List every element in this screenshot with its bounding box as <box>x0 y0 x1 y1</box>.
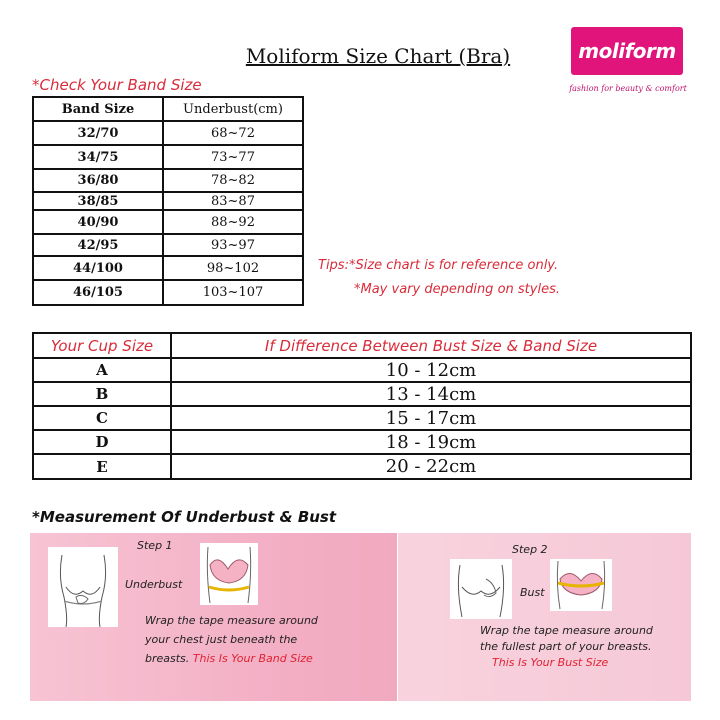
table-row <box>33 280 303 305</box>
measurement-heading: *Measurement Of Underbust & Bust <box>32 508 337 526</box>
table-row <box>33 192 303 210</box>
underbust-label: Underbust <box>125 578 183 591</box>
underbust-cell: 98~102 <box>163 256 303 280</box>
table-row <box>33 169 303 192</box>
step-2-description <box>480 623 690 671</box>
page-title: Moliform Size Chart (Bra) <box>245 44 511 68</box>
table-row <box>33 333 691 358</box>
table-row <box>33 256 303 280</box>
difference-header: If Difference Between Bust Size & Band Size <box>171 333 691 358</box>
step-1-description <box>145 611 395 668</box>
step-1-desc-line: Wrap the tape measure around <box>145 614 318 627</box>
band-size-cell: 44/100 <box>33 256 163 280</box>
cup-letter-cell: E <box>33 454 171 479</box>
band-size-cell: 40/90 <box>33 210 163 234</box>
difference-cell: 13 - 14cm <box>171 382 691 406</box>
cup-letter-cell: B <box>33 382 171 406</box>
bust-body-illustration <box>450 559 512 619</box>
table-row <box>33 145 303 169</box>
brand-logo: moliform <box>571 27 683 75</box>
step-1-desc-line <box>145 649 395 668</box>
band-size-cell: 46/105 <box>33 280 163 305</box>
band-size-cell: 36/80 <box>33 169 163 192</box>
step-2-panel <box>398 533 691 701</box>
band-size-highlight: This Is Your Band Size <box>192 652 313 665</box>
table-row <box>33 234 303 256</box>
band-size-cell: 32/70 <box>33 121 163 145</box>
underbust-cell: 68~72 <box>163 121 303 145</box>
band-size-cell: 34/75 <box>33 145 163 169</box>
step-2-desc-line: Wrap the tape measure around <box>480 624 653 637</box>
table-row <box>33 121 303 145</box>
band-size-header: Band Size <box>33 97 163 121</box>
table-row <box>33 430 691 454</box>
brand-tagline: fashion for beauty & comfort <box>569 84 687 93</box>
underbust-cell: 88~92 <box>163 210 303 234</box>
difference-cell: 15 - 17cm <box>171 406 691 430</box>
band-size-table <box>32 96 304 306</box>
underbust-header: Underbust(cm) <box>163 97 303 121</box>
band-size-cell: 42/95 <box>33 234 163 256</box>
underbust-bra-illustration <box>200 543 258 605</box>
difference-cell: 18 - 19cm <box>171 430 691 454</box>
band-size-heading: *Check Your Band Size <box>32 76 202 94</box>
underbust-cell: 73~77 <box>163 145 303 169</box>
step-2-label: Step 2 <box>512 543 548 556</box>
tips-line-1: Tips:*Size chart is for reference only. <box>318 258 559 273</box>
difference-cell: 20 - 22cm <box>171 454 691 479</box>
band-size-cell: 38/85 <box>33 192 163 210</box>
step-1-desc-text: breasts. <box>145 652 190 665</box>
underbust-cell: 93~97 <box>163 234 303 256</box>
tips-line-2: *May vary depending on styles. <box>354 282 560 297</box>
step-1-desc-line: your chest just beneath the <box>145 633 298 646</box>
bust-label: Bust <box>520 586 545 599</box>
step-2-desc-line: the fullest part of your breasts. <box>480 640 652 653</box>
underbust-body-illustration <box>48 547 118 627</box>
step-1-label: Step 1 <box>137 539 173 552</box>
table-row <box>33 454 691 479</box>
table-row <box>33 97 303 121</box>
table-row <box>33 358 691 382</box>
table-row <box>33 406 691 430</box>
cup-letter-cell: C <box>33 406 171 430</box>
cup-size-table <box>32 332 692 480</box>
table-row <box>33 382 691 406</box>
step-1-panel <box>30 533 397 701</box>
cup-letter-cell: A <box>33 358 171 382</box>
bust-bra-illustration <box>550 559 612 611</box>
difference-cell: 10 - 12cm <box>171 358 691 382</box>
cup-size-header: Your Cup Size <box>33 333 171 358</box>
underbust-cell: 78~82 <box>163 169 303 192</box>
bust-size-highlight: This Is Your Bust Size <box>492 656 609 669</box>
underbust-cell: 103~107 <box>163 280 303 305</box>
table-row <box>33 210 303 234</box>
underbust-cell: 83~87 <box>163 192 303 210</box>
cup-letter-cell: D <box>33 430 171 454</box>
